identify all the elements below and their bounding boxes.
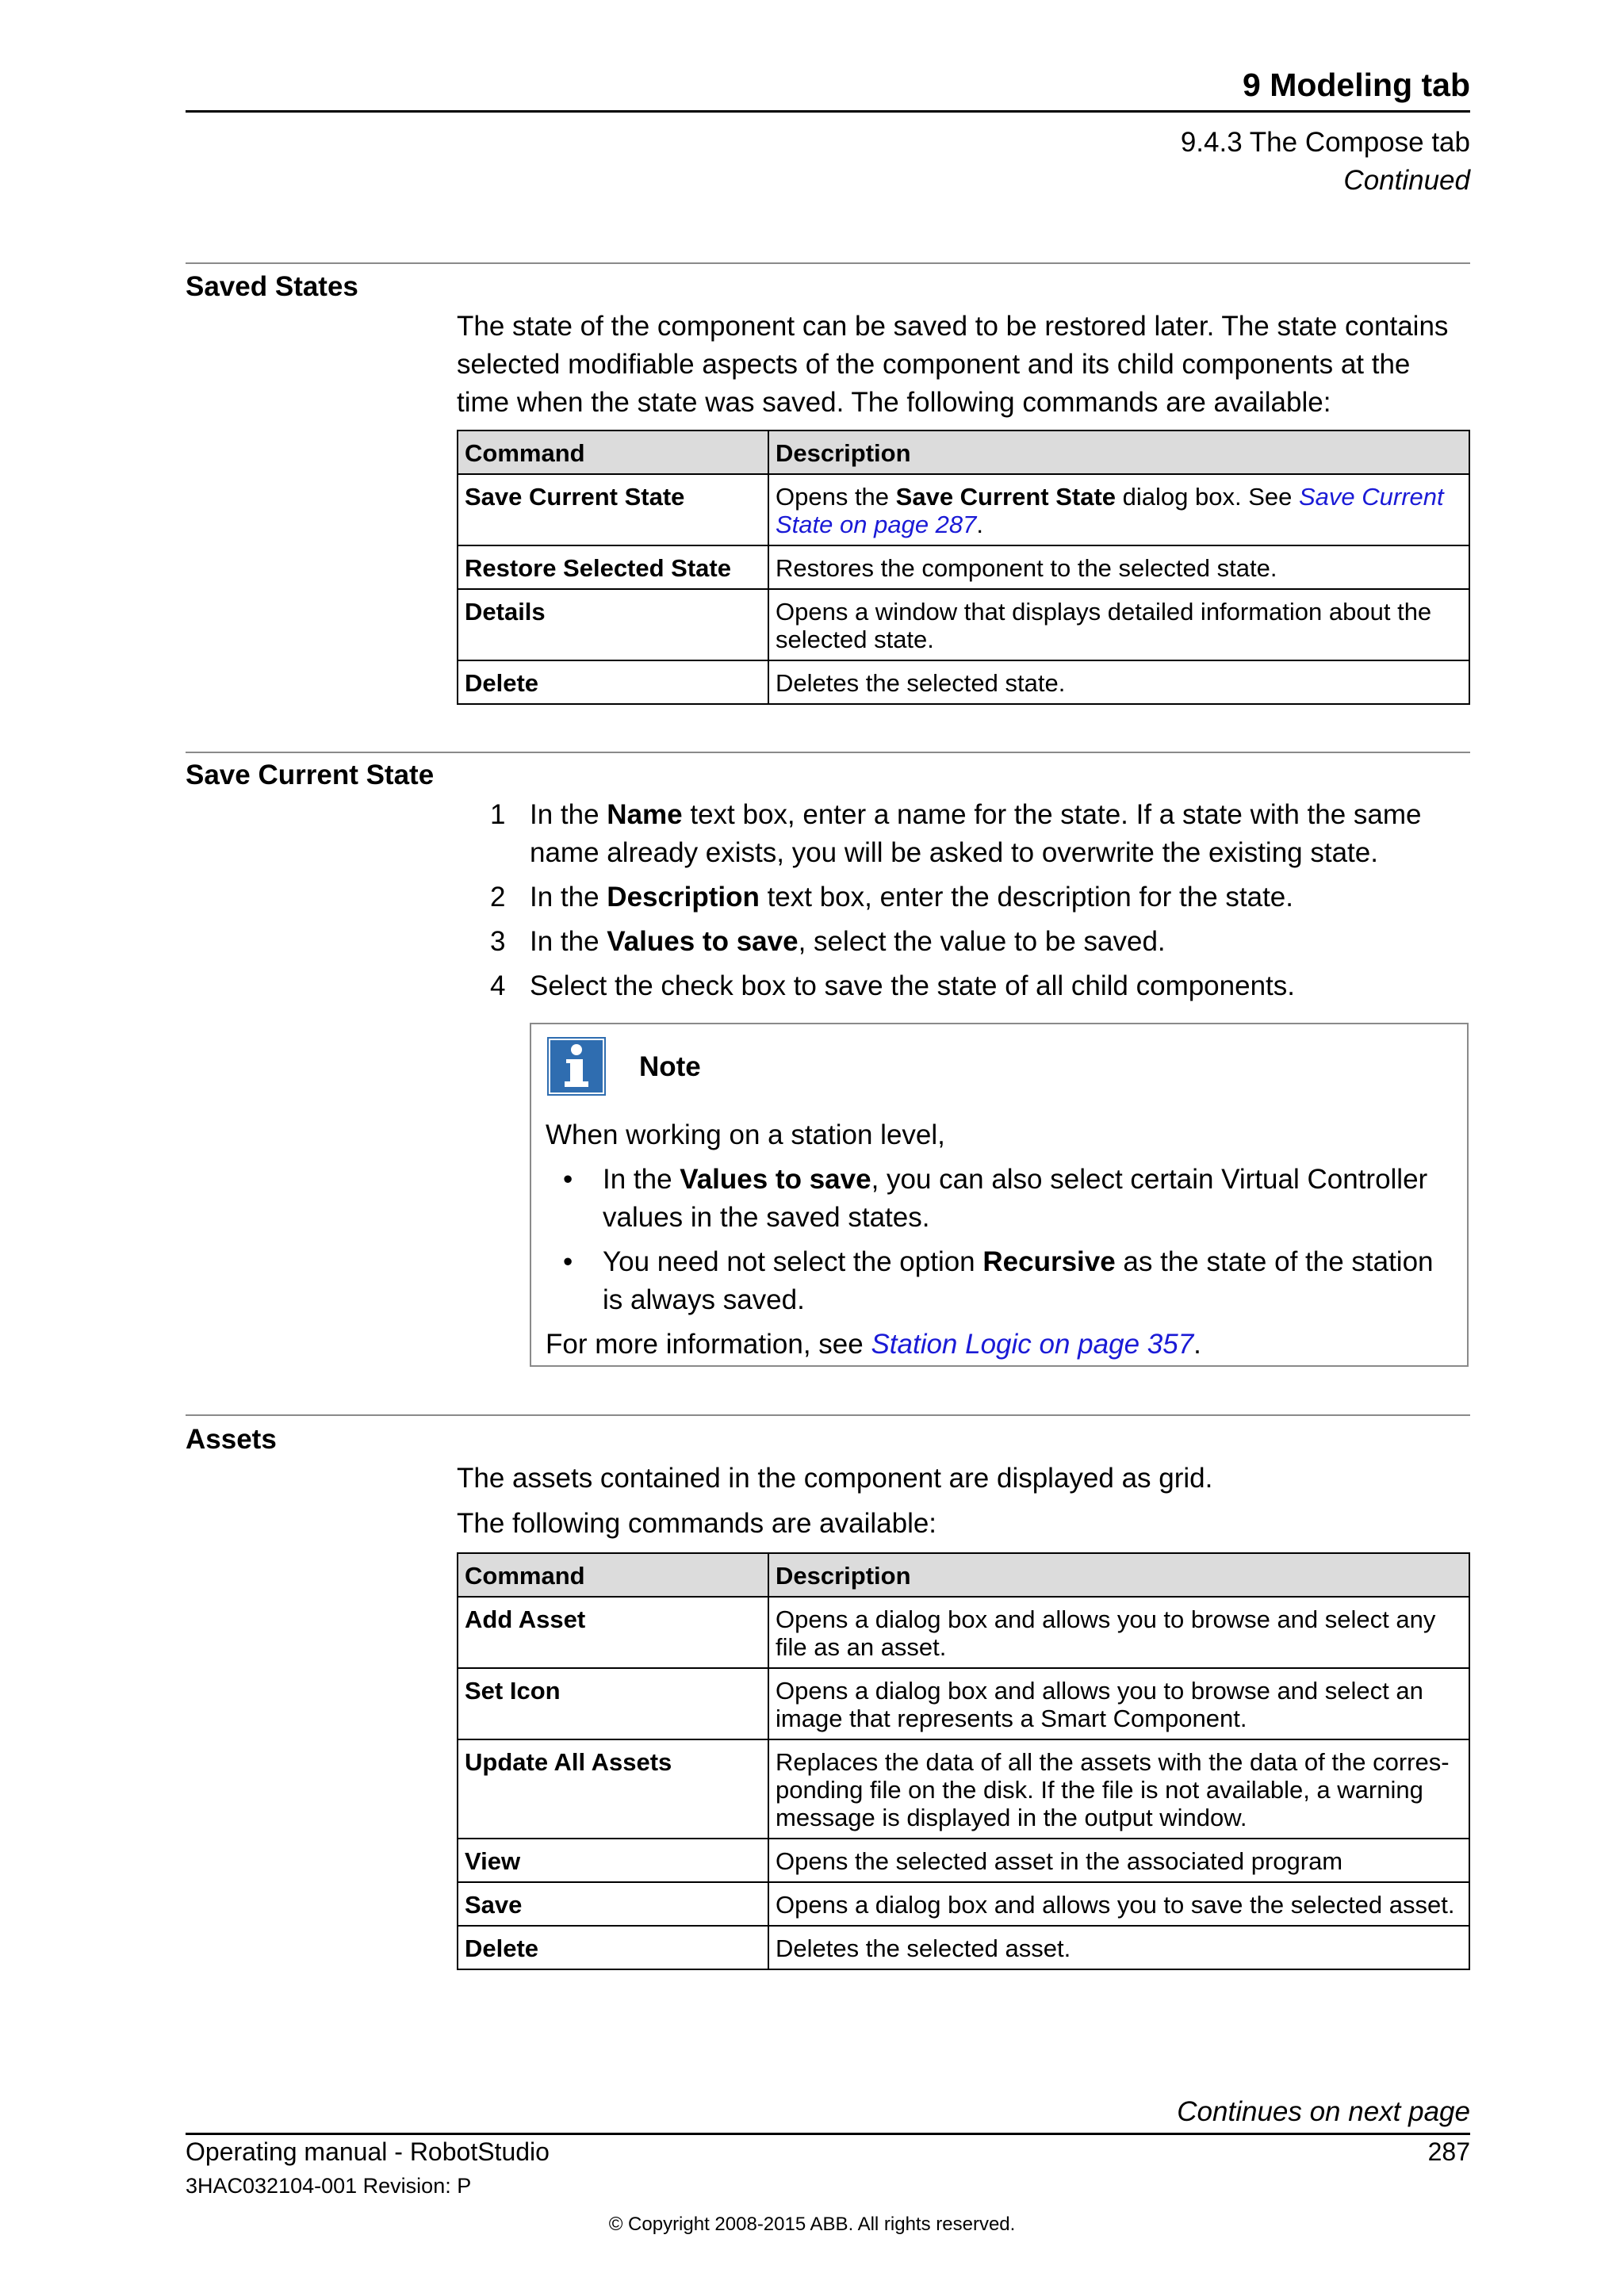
step-number: 1 <box>490 799 506 830</box>
desc-text: . <box>976 511 984 538</box>
command-cell: Save Current State <box>458 474 768 545</box>
note-bullet <box>546 1161 1457 1237</box>
bullet-text: You need not select the option <box>603 1246 983 1277</box>
saved-states-table <box>457 430 1470 705</box>
note-intro: When working on a station level, <box>546 1119 945 1150</box>
step-text: , select the value to be saved. <box>798 926 1166 957</box>
note-body <box>546 1116 1457 1370</box>
step-item <box>457 967 1470 1005</box>
continued-label: Continued <box>1343 165 1470 196</box>
command-cell: Set Icon <box>458 1668 768 1739</box>
table-header-cell: Description <box>768 1553 1469 1597</box>
footer-rule <box>186 2133 1470 2135</box>
assets-para-2: The following commands are available: <box>457 1508 937 1539</box>
save-current-state-link[interactable]: Save Current State on page 287 <box>776 483 1444 538</box>
step-text: In the <box>530 882 607 913</box>
saved-states-heading: Saved States <box>186 271 358 302</box>
table-row <box>458 1839 1469 1882</box>
table-row <box>458 474 1469 545</box>
continues-on-next-page: Continues on next page <box>1177 2096 1470 2127</box>
info-icon <box>547 1037 606 1096</box>
description-cell: Opens a window that displays detailed information about the selected state. <box>768 589 1469 660</box>
note-title: Note <box>639 1051 701 1082</box>
step-bold: Description <box>607 882 760 913</box>
step-text: In the <box>530 799 607 830</box>
footer-manual-title: Operating manual - RobotStudio <box>186 2137 550 2166</box>
note-bullets <box>546 1161 1457 1319</box>
copyright: © Copyright 2008-2015 ABB. All rights reserved. <box>608 2214 1016 2235</box>
assets-table <box>457 1552 1470 1970</box>
assets-para-1: The assets contained in the component are displayed as grid. <box>457 1463 1213 1494</box>
bullet-text: In the <box>603 1164 680 1195</box>
bullet-text: as the state of the station is always saved. <box>603 1246 1434 1315</box>
description-cell <box>768 474 1469 545</box>
description-cell: Opens a dialog box and allows you to browse and select any file as an asset. <box>768 1597 1469 1668</box>
note-more-info <box>546 1326 1457 1364</box>
description-cell: Opens a dialog box and allows you to browse and select an image that represents a Smart Component. <box>768 1668 1469 1739</box>
table-row <box>458 1597 1469 1668</box>
step-bold: Values to save <box>607 926 799 957</box>
table-row <box>458 1739 1469 1839</box>
chapter-title: 9 Modeling tab <box>1243 67 1470 103</box>
table-row <box>458 1882 1469 1926</box>
description-cell: Opens a dialog box and allows you to save the selected asset. <box>768 1882 1469 1926</box>
command-cell: Details <box>458 589 768 660</box>
description-cell: Restores the component to the selected state. <box>768 545 1469 589</box>
bullet-icon: • <box>563 1246 573 1277</box>
page-number: 287 <box>1427 2137 1470 2166</box>
bullet-text: , you can also select certain Virtual Controller values in the saved states. <box>603 1164 1428 1233</box>
bullet-bold: Values to save <box>680 1164 871 1195</box>
desc-text: Opens the <box>776 483 896 511</box>
desc-bold: Save Current State <box>895 483 1116 511</box>
document-id: 3HAC032104-001 Revision: P <box>186 2174 472 2198</box>
step-text: In the <box>530 926 607 957</box>
step-number: 3 <box>490 926 506 957</box>
section-title: 9.4.3 The Compose tab <box>1180 127 1470 158</box>
table-header-row <box>458 430 1469 474</box>
step-number: 2 <box>490 882 506 913</box>
table-row <box>458 1926 1469 1969</box>
command-cell: Delete <box>458 660 768 704</box>
table-row <box>458 660 1469 704</box>
description-cell: Opens the selected asset in the associated program <box>768 1839 1469 1882</box>
command-cell: Restore Selected State <box>458 545 768 589</box>
step-item <box>457 878 1470 916</box>
station-logic-link[interactable]: Station Logic on page 357 <box>871 1329 1194 1360</box>
step-text: text box, enter the description for the state. <box>759 882 1293 913</box>
table-row <box>458 1668 1469 1739</box>
step-text: text box, enter a name for the state. If a state with the same name already exists, you will be asked to overwrite the existing state. <box>530 799 1422 868</box>
more-text: For more information, see <box>546 1329 871 1360</box>
assets-heading: Assets <box>186 1424 277 1455</box>
table-header-cell: Command <box>458 1553 768 1597</box>
description-cell: Replaces the data of all the assets with the data of the corres-ponding file on the disk. If the file is not available, a warning message is displayed in the output window. <box>768 1739 1469 1839</box>
table-header-cell: Command <box>458 430 768 474</box>
command-cell: Save <box>458 1882 768 1926</box>
step-bold: Name <box>607 799 683 830</box>
table-row <box>458 589 1469 660</box>
note-bullet <box>546 1243 1457 1319</box>
command-cell: Update All Assets <box>458 1739 768 1839</box>
step-item <box>457 923 1470 961</box>
header-rule <box>186 110 1470 113</box>
command-cell: Add Asset <box>458 1597 768 1668</box>
command-cell: View <box>458 1839 768 1882</box>
save-current-state-heading: Save Current State <box>186 760 435 790</box>
step-number: 4 <box>490 970 506 1001</box>
desc-text: dialog box. See <box>1116 483 1299 511</box>
more-text: . <box>1193 1329 1201 1360</box>
description-cell: Deletes the selected state. <box>768 660 1469 704</box>
command-cell: Delete <box>458 1926 768 1969</box>
section-rule <box>186 262 1470 264</box>
table-header-row <box>458 1553 1469 1597</box>
section-rule <box>186 1414 1470 1416</box>
table-row <box>458 545 1469 589</box>
step-item <box>457 796 1470 872</box>
saved-states-intro: The state of the component can be saved to be restored later. The state contains selected modifiable aspects of the component and its child components at the time when the state was saved. The following commands are available: <box>457 311 1449 418</box>
bullet-bold: Recursive <box>982 1246 1116 1277</box>
steps-list <box>457 796 1470 1012</box>
section-rule <box>186 752 1470 753</box>
table-header-cell: Description <box>768 430 1469 474</box>
bullet-icon: • <box>563 1164 573 1195</box>
description-cell: Deletes the selected asset. <box>768 1926 1469 1969</box>
step-text: Select the check box to save the state of all child components. <box>530 970 1295 1001</box>
